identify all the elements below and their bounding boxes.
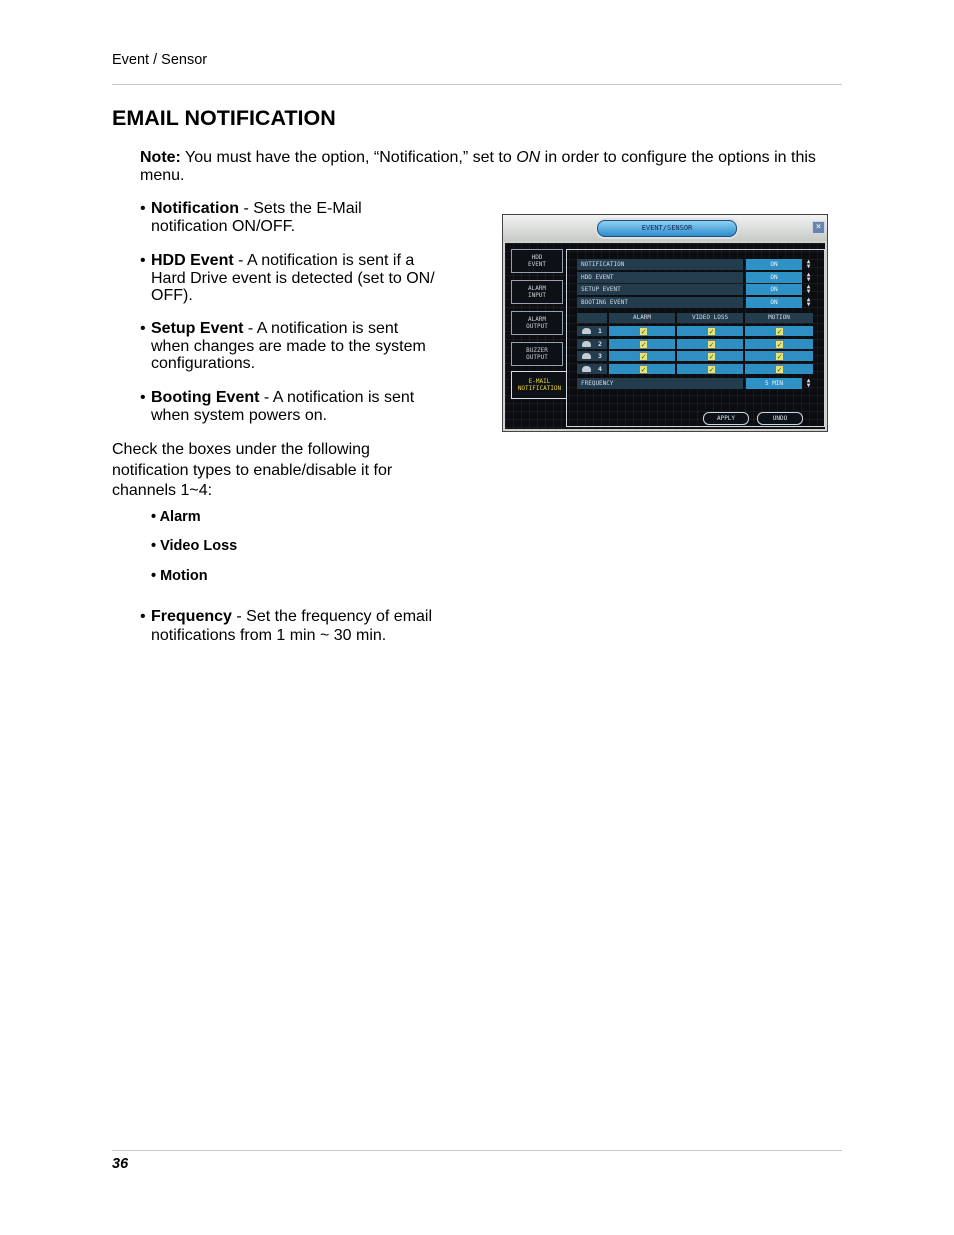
tab-alarm-input[interactable]: ALARM INPUT bbox=[511, 280, 563, 304]
setting-row-frequency bbox=[577, 378, 813, 389]
column-header-motion: MOTION bbox=[745, 313, 813, 323]
bullet-dot: • bbox=[140, 608, 146, 625]
page-number: 36 bbox=[112, 1156, 129, 1172]
note-text-1: You must have the option, “Notification,” set to bbox=[180, 149, 517, 166]
bullet-notification bbox=[140, 200, 440, 235]
channel-number: 1 bbox=[598, 327, 602, 335]
cell-alarm bbox=[609, 351, 675, 361]
spinner-arrows-icon[interactable]: ▲ ▼ bbox=[806, 296, 811, 308]
tab-alarm-output[interactable]: ALARM OUTPUT bbox=[511, 311, 563, 335]
note-paragraph bbox=[140, 149, 843, 184]
sub-item-video-loss: • Video Loss bbox=[151, 538, 238, 554]
cell-alarm bbox=[609, 339, 675, 349]
camera-icon bbox=[582, 366, 591, 372]
setting-label: BOOTING EVENT bbox=[577, 297, 743, 308]
camera-icon bbox=[582, 353, 591, 359]
channel-label bbox=[577, 326, 607, 336]
sub-item-alarm: • Alarm bbox=[151, 509, 201, 525]
checkbox-motion-ch4[interactable]: ✓ bbox=[775, 365, 784, 374]
note-emphasis: ON bbox=[516, 149, 541, 166]
column-header-video-loss: VIDEO LOSS bbox=[677, 313, 743, 323]
cell-video-loss bbox=[677, 326, 743, 336]
checkbox-video-loss-ch3[interactable]: ✓ bbox=[707, 352, 716, 361]
setting-label: SETUP EVENT bbox=[577, 284, 743, 295]
tab-email-notification[interactable]: E-MAIL NOTIFICATION bbox=[511, 371, 567, 399]
channel-label bbox=[577, 364, 607, 374]
bullet-setup-event bbox=[140, 320, 440, 373]
setup-event-select[interactable]: ON bbox=[746, 284, 802, 295]
setting-label: HDD EVENT bbox=[577, 272, 743, 283]
window-title-bar bbox=[503, 215, 827, 241]
note-label: Note: bbox=[140, 149, 181, 166]
footer-rule bbox=[112, 1150, 842, 1151]
bullet-frequency bbox=[140, 607, 440, 645]
bullet-desc: - Set the frequency of email notifications from 1 min ~ 30 min. bbox=[151, 608, 433, 644]
bullet-term: Frequency bbox=[151, 608, 232, 625]
bullet-desc: - A notification is sent if a Hard Drive event is detected (set to ON/ OFF). bbox=[151, 252, 435, 304]
bullet-desc: - A notification is sent when changes are made to the system configurations. bbox=[151, 320, 426, 372]
section-title: EMAIL NOTIFICATION bbox=[112, 106, 336, 130]
tab-hdd-event[interactable]: HDD EVENT bbox=[511, 249, 563, 273]
channel-label bbox=[577, 339, 607, 349]
undo-button[interactable]: UNDO bbox=[757, 412, 803, 425]
bullet-desc: - Sets the E-Mail notification ON/OFF. bbox=[151, 200, 362, 235]
window-body bbox=[505, 243, 825, 429]
cell-motion bbox=[745, 351, 813, 361]
header-rule bbox=[112, 84, 842, 85]
checkbox-video-loss-ch4[interactable]: ✓ bbox=[707, 365, 716, 374]
spinner-arrows-icon[interactable]: ▲ ▼ bbox=[806, 271, 811, 283]
hdd-event-select[interactable]: ON bbox=[746, 272, 802, 283]
camera-icon bbox=[582, 341, 591, 347]
setting-row-setup-event bbox=[577, 284, 813, 295]
spinner-arrows-icon[interactable]: ▲ ▼ bbox=[806, 377, 811, 389]
cell-video-loss bbox=[677, 339, 743, 349]
camera-icon bbox=[582, 328, 591, 334]
tab-buzzer-output[interactable]: BUZZER OUTPUT bbox=[511, 342, 563, 366]
checkbox-motion-ch1[interactable]: ✓ bbox=[775, 327, 784, 336]
bullet-hdd-event bbox=[140, 252, 440, 305]
bullet-term: HDD Event bbox=[151, 252, 234, 269]
bullet-dot: • bbox=[140, 320, 146, 337]
channel-number: 4 bbox=[598, 364, 602, 373]
running-header: Event / Sensor bbox=[112, 52, 208, 68]
notification-select[interactable]: ON bbox=[746, 259, 802, 270]
bullet-desc: - A notification is sent when system powers on. bbox=[151, 389, 415, 424]
checkbox-motion-ch3[interactable]: ✓ bbox=[775, 352, 784, 361]
cell-video-loss bbox=[677, 364, 743, 374]
cell-motion bbox=[745, 364, 813, 374]
note-text-2: in order to configure the options in this menu. bbox=[140, 149, 816, 184]
close-icon[interactable]: × bbox=[812, 221, 825, 234]
spinner-arrows-icon[interactable]: ▲ ▼ bbox=[806, 258, 811, 270]
settings-panel bbox=[566, 249, 825, 427]
cell-alarm bbox=[609, 364, 675, 374]
apply-button[interactable]: APPLY bbox=[703, 412, 749, 425]
channel-label bbox=[577, 351, 607, 361]
checkbox-alarm-ch2[interactable]: ✓ bbox=[639, 340, 648, 349]
event-sensor-window bbox=[502, 214, 828, 432]
bullet-dot: • bbox=[140, 200, 146, 217]
setting-row-notification bbox=[577, 259, 813, 270]
setting-label: FREQUENCY bbox=[577, 378, 743, 389]
channel-number: 3 bbox=[598, 352, 602, 360]
channel-number: 2 bbox=[598, 339, 602, 348]
cell-motion bbox=[745, 326, 813, 336]
grid-corner bbox=[577, 313, 607, 323]
checkbox-motion-ch2[interactable]: ✓ bbox=[775, 340, 784, 349]
setting-label: NOTIFICATION bbox=[577, 259, 743, 270]
bullet-term: Booting Event bbox=[151, 389, 260, 406]
checkbox-video-loss-ch2[interactable]: ✓ bbox=[707, 340, 716, 349]
frequency-select[interactable]: 5 MIN bbox=[746, 378, 802, 389]
bullet-term: Notification bbox=[151, 200, 239, 217]
booting-event-select[interactable]: ON bbox=[746, 297, 802, 308]
channels-paragraph: Check the boxes under the following notification types to enable/disable it for channels 1~4: bbox=[112, 441, 393, 499]
column-header-alarm: ALARM bbox=[609, 313, 675, 323]
bullet-dot: • bbox=[140, 252, 146, 269]
cell-motion bbox=[745, 339, 813, 349]
bullet-term: Setup Event bbox=[151, 320, 244, 337]
sub-item-motion: • Motion bbox=[151, 568, 208, 584]
window-title: EVENT/SENSOR bbox=[597, 220, 737, 237]
cell-video-loss bbox=[677, 351, 743, 361]
setting-row-booting-event bbox=[577, 297, 813, 308]
spinner-arrows-icon[interactable]: ▲ ▼ bbox=[806, 283, 811, 295]
checkbox-alarm-ch1[interactable]: ✓ bbox=[639, 327, 648, 336]
checkbox-alarm-ch3[interactable]: ✓ bbox=[639, 352, 648, 361]
cell-alarm bbox=[609, 326, 675, 336]
bullet-dot: • bbox=[140, 389, 146, 406]
setting-row-hdd-event bbox=[577, 272, 813, 283]
bullet-booting-event bbox=[140, 389, 440, 424]
checkbox-video-loss-ch1[interactable]: ✓ bbox=[707, 327, 716, 336]
checkbox-alarm-ch4[interactable]: ✓ bbox=[639, 365, 648, 374]
